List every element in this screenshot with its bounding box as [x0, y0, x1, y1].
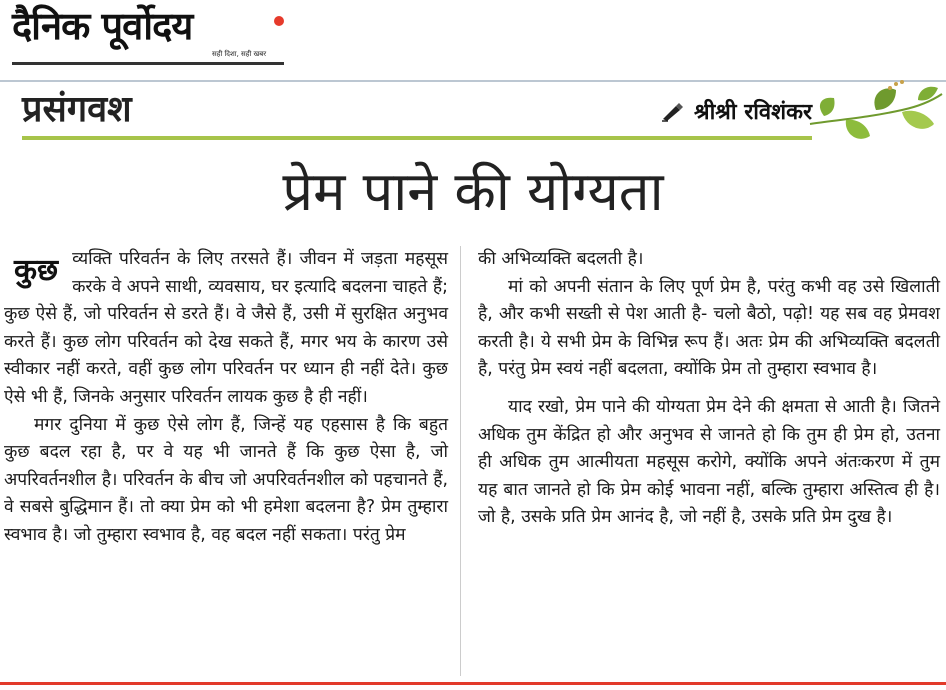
section-header: [22, 90, 812, 134]
masthead-rule: [12, 62, 284, 65]
author-byline: [660, 96, 812, 126]
section-accent-rule: [22, 136, 812, 140]
article-paragraph: याद रखो, प्रेम पाने की योग्यता प्रेम देने की क्षमता से आती है। जितने अधिक तुम केंद्रित हो और अनुभव से जानते हो कि तुम ही प्रेम हो, उतना ही अधिक तुम आत्मीयता महसूस करोगे, क्योंकि अपने अंतःकरण में तुम यह बात जानते हो कि प्रेम कोई भावना नहीं, बल्कि तुम्हारा अस्तित्व ही है। जो है, उसके प्रति प्रेम आनंद है, जो नहीं है, उसके प्रति प्रेम दुख है।: [478, 396, 940, 528]
article-column-right: [478, 246, 940, 532]
article-paragraph: मां को अपनी संतान के लिए पूर्ण प्रेम है, परंतु कभी वह उसे खिलाती है, और कभी सख्ती से पेश आती है- चलो बैठो, पढ़ो! यह सब वह प्रेमवश करती है। ये सभी प्रेम के विभिन्न रूप हैं। अतः प्रेम की अभिव्यक्ति बदलती है, परंतु प्रेम स्वयं नहीं बदलता, क्योंकि प्रेम तो तुम्हारा स्वभाव है।: [478, 276, 940, 380]
leaves-icon: [806, 80, 944, 150]
section-title: प्रसंगवश: [22, 89, 132, 130]
top-divider: [0, 80, 946, 82]
article-column-left: [4, 246, 448, 550]
bottom-divider: [0, 682, 946, 685]
newspaper-name: दैनिक पूर्वोदय: [12, 4, 193, 48]
logo-dot-icon: [274, 16, 284, 26]
article-paragraph: मगर दुनिया में कुछ ऐसे लोग हैं, जिन्हें यह एहसास है कि बहुत कुछ बदल रहा है, पर वे यह भी जानते हैं कि कुछ ऐसा है, जो अपरिवर्तनशील है। परिवर्तन के बीच जो अपरिवर्तनशील को पहचानते हैं, वे सबसे बुद्धिमान हैं। तो क्या प्रेम को भी हमेशा बदलना है? प्रेम तुम्हारा स्वभाव है। जो तुम्हारा स्वभाव है, वह बदल नहीं सकता। परंतु प्रेम: [4, 414, 448, 545]
article-paragraph: की अभिव्यक्ति बदलती है।: [478, 249, 644, 269]
paragraph-text: व्यक्ति परिवर्तन के लिए तरसते हैं। जीवन में जड़ता महसूस करके वे अपने साथी, व्यवसाय, घर इत्यादि बदलना चाहते हैं; कुछ ऐसे हैं, जो परिवर्तन से डरते हैं। वे जैसे हैं, उसी में सुरक्षित अनुभव करते हैं। कुछ लोग परिवर्तन को देख सकते हैं, मगर भय के कारण उसे स्वीकार नहीं करते, वहीं कुछ लोग परिवर्तन पर ध्यान ही नहीं देते। कुछ ऐसे भी हैं, जिनके अनुसार परिवर्तन लायक कुछ है ही नहीं।: [4, 249, 448, 407]
article-headline: प्रेम पाने की योग्यता: [282, 160, 664, 223]
pen-icon: [660, 100, 686, 122]
article-paragraph: [4, 246, 448, 412]
drop-word: कुछ: [14, 253, 59, 288]
author-name: श्रीश्री रविशंकर: [694, 100, 812, 125]
masthead: [12, 2, 292, 72]
newspaper-tagline: सही दिशा, सही खबर: [212, 50, 267, 58]
column-divider: [460, 246, 461, 676]
